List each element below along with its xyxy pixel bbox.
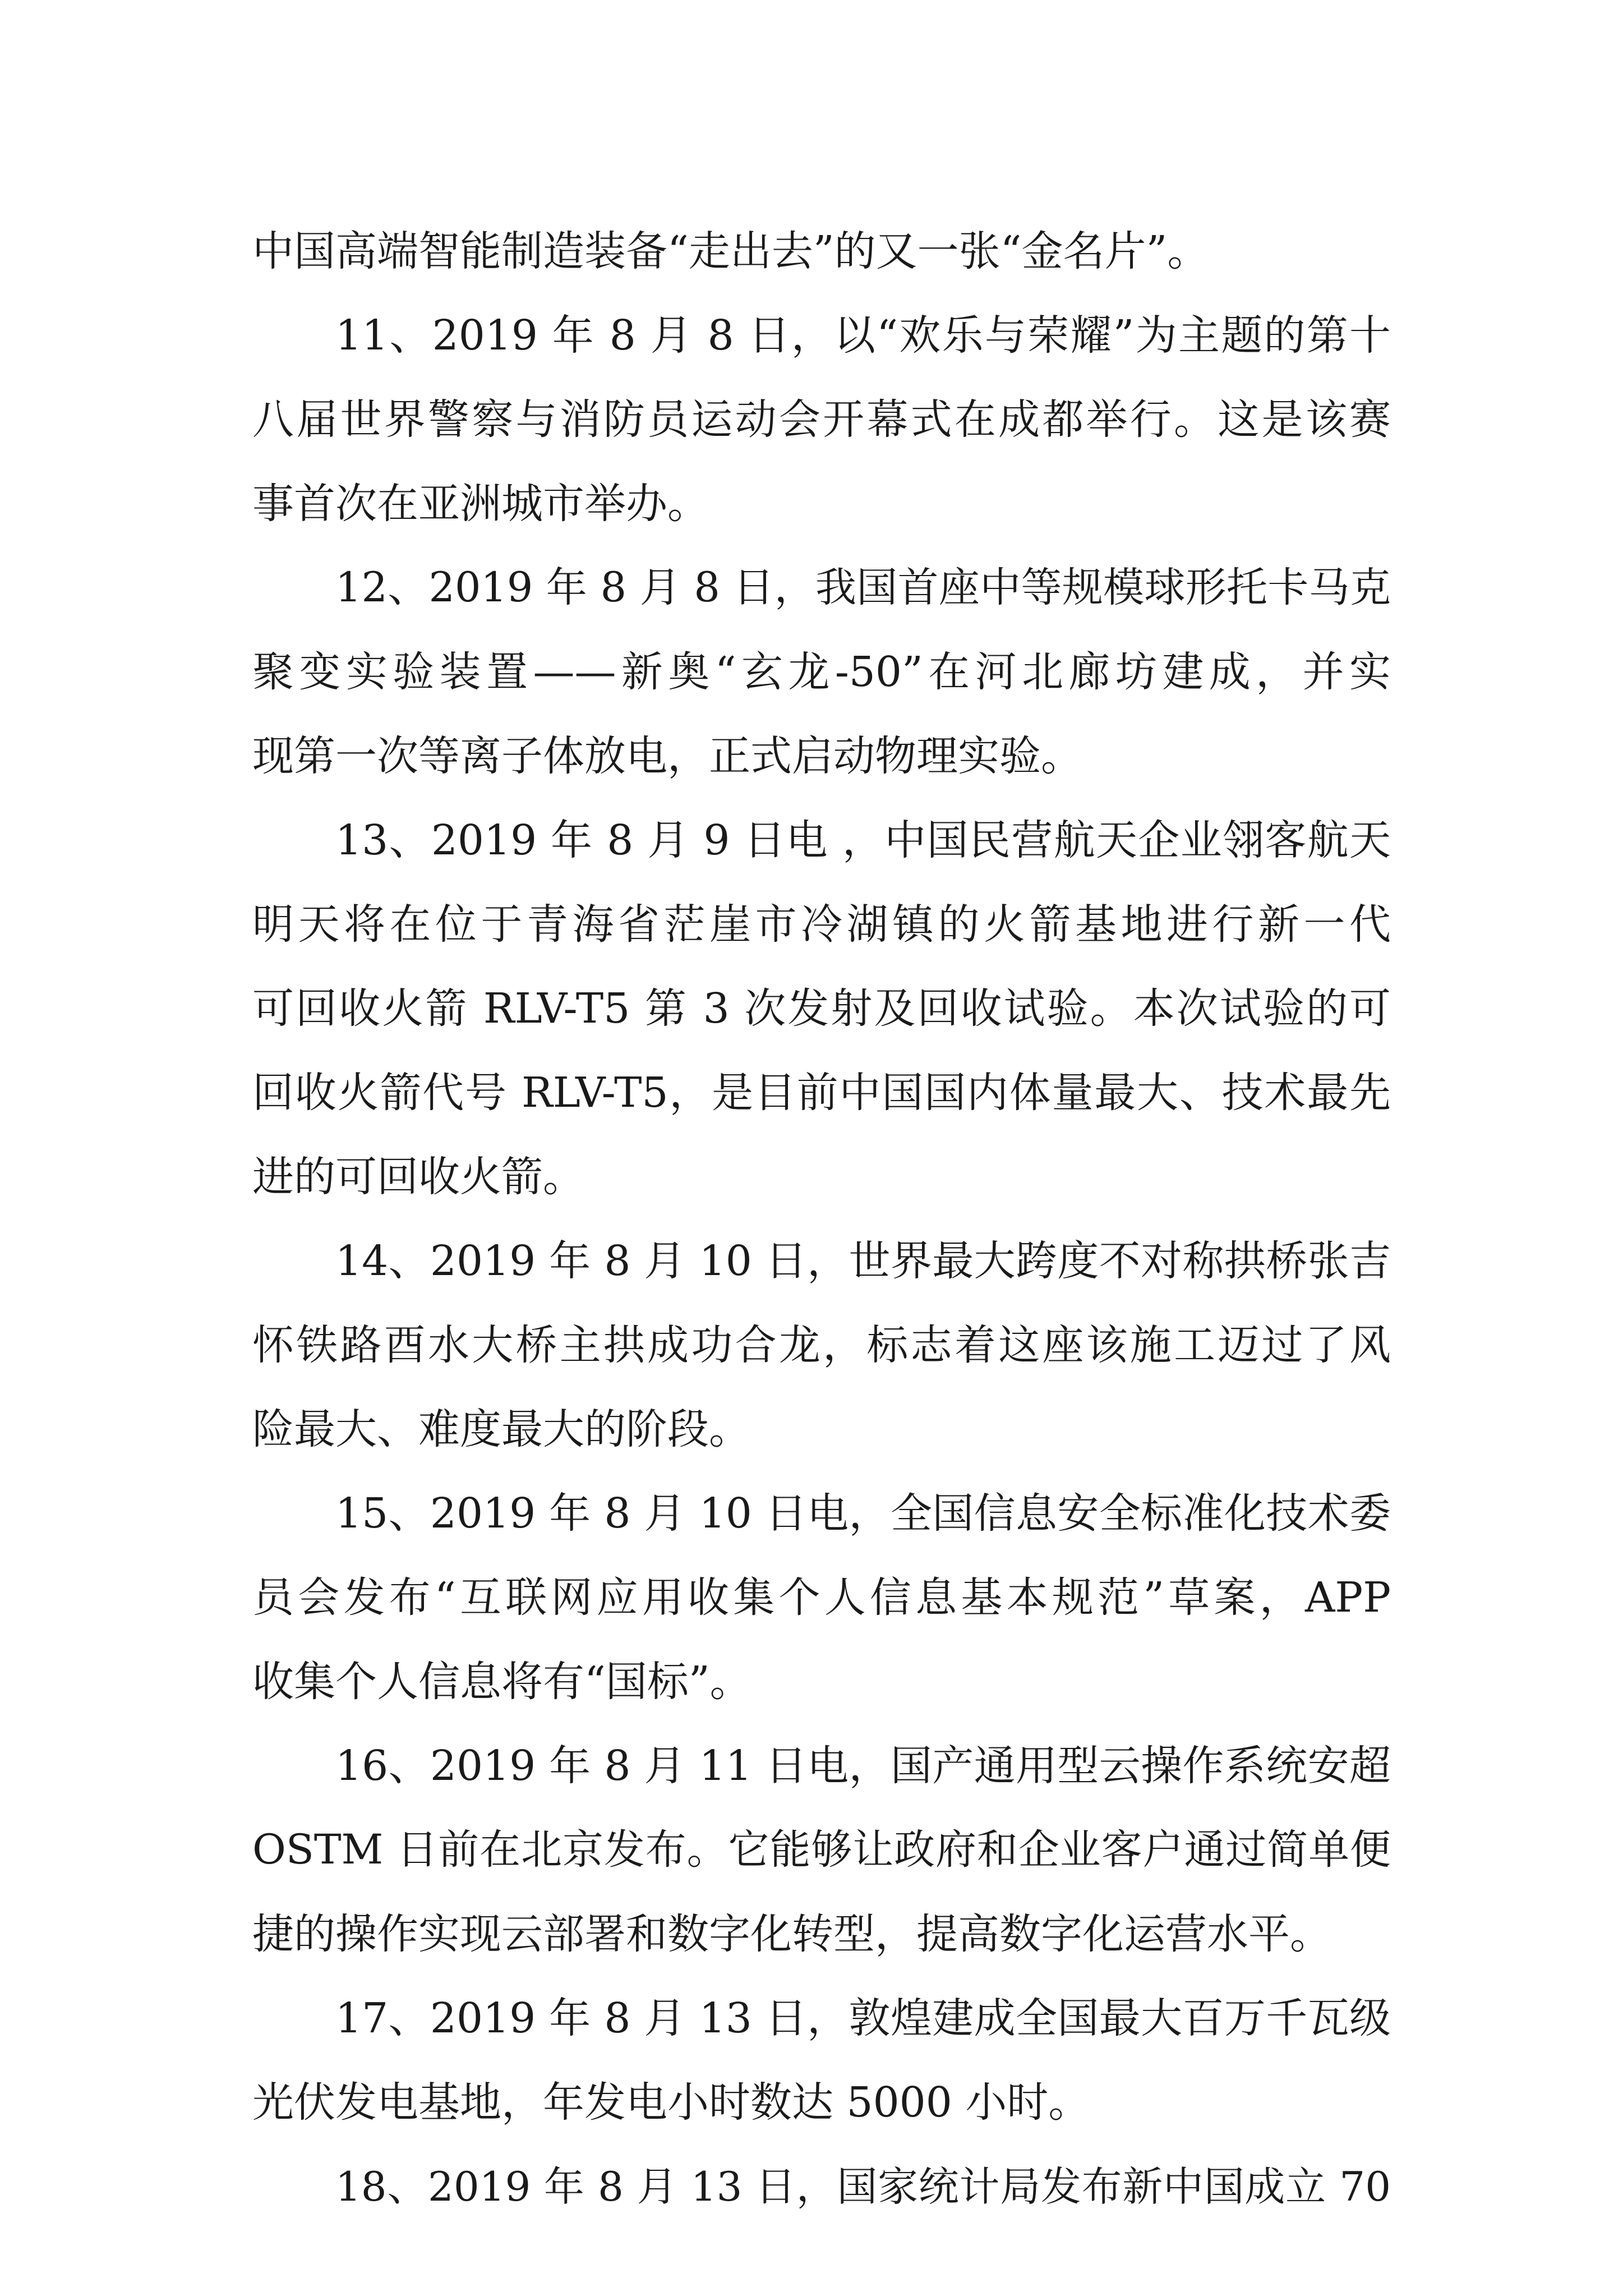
paragraph-item-11 [252,293,1391,546]
text-line: 14、2019 年 8 月 10 日，世界最大跨度不对称拱桥张吉 [335,1237,1391,1285]
text-line: 13、2019 年 8 月 9 日电 ，中国民营航天企业翎客航天 [335,816,1391,864]
text-line: 八届世界警察与消防员运动会开幕式在成都举行。这是该赛 [252,395,1391,444]
text-line: 可回收火箭 RLV-T5 第 3 次发射及回收试验。本次试验的可 [252,984,1391,1033]
text-line: 15、2019 年 8 月 10 日电，全国信息安全标准化技术委 [335,1489,1391,1538]
paragraph-item-17 [252,1976,1391,2145]
text-line: 光伏发电基地，年发电小时数达 5000 小时。 [252,2078,1090,2127]
paragraph-item-14 [252,1219,1391,1471]
text-line: 怀铁路酉水大桥主拱成功合龙，标志着这座该施工迈过了风 [252,1321,1391,1369]
paragraph-item-18 [252,2145,1391,2229]
text-line: 11、2019 年 8 月 8 日，以“欢乐与荣耀”为主题的第十 [335,311,1391,360]
text-line: 聚变实验装置——新奥“玄龙-50”在河北廊坊建成，并实 [252,648,1391,696]
text-line: 事首次在亚洲城市举办。 [252,480,709,528]
text-line: 明天将在位于青海省茫崖市冷湖镇的火箭基地进行新一代 [252,900,1391,949]
text-line: 回收火箭代号 RLV-T5，是目前中国国内体量最大、技术最先 [252,1069,1391,1117]
text-line: 17、2019 年 8 月 13 日，敦煌建成全国最大百万千瓦级 [335,1994,1391,2042]
paragraph-continuation [252,209,1391,293]
text-line: 中国高端智能制造装备“走出去”的又一张“金名片”。 [252,227,1209,275]
text-line: 16、2019 年 8 月 11 日电，国产通用型云操作系统安超 [335,1742,1391,1790]
paragraph-item-12 [252,546,1391,798]
text-line: 收集个人信息将有“国标”。 [252,1658,751,1706]
text-line: 捷的操作实现云部署和数字化转型，提高数字化运营水平。 [252,1910,1331,1958]
text-line: 18、2019 年 8 月 13 日，国家统计局发布新中国成立 70 [335,2163,1391,2210]
paragraph-item-15 [252,1471,1391,1724]
document-body [252,209,1391,2229]
text-line: 现第一次等离子体放电，正式启动物理实验。 [252,732,1082,780]
text-line: 险最大、难度最大的阶段。 [252,1405,750,1453]
paragraph-item-13 [252,798,1391,1219]
text-line: 员会发布“互联网应用收集个人信息基本规范”草案，APP [252,1573,1391,1622]
paragraph-item-16 [252,1724,1391,1976]
text-line: OSTM 日前在北京发布。它能够让政府和企业客户通过简单便 [252,1826,1391,1874]
text-line: 12、2019 年 8 月 8 日，我国首座中等规模球形托卡马克 [335,564,1391,611]
text-line: 进的可回收火箭。 [252,1153,584,1201]
